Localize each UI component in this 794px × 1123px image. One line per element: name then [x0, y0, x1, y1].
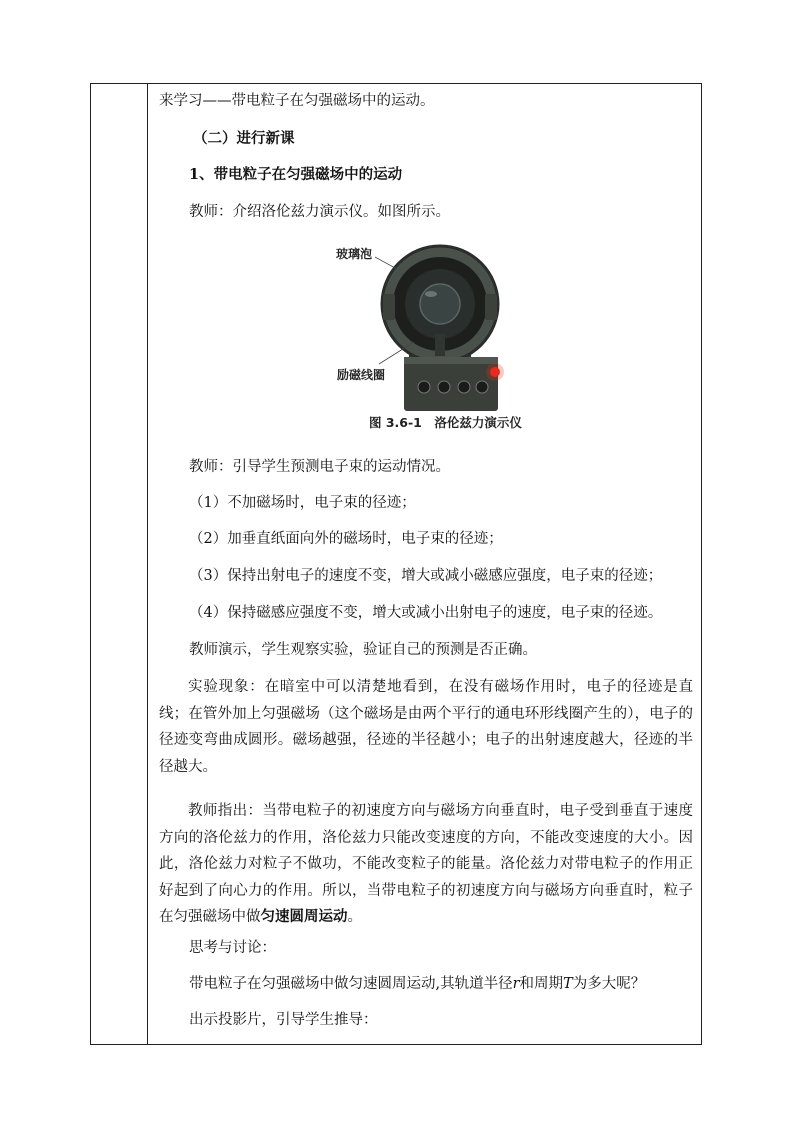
question-item: （1）不加磁场时，电子束的径迹；	[189, 495, 416, 511]
question-item: （4）保持磁感应强度不变，增大或减小出射电子的速度，电子束的径迹。	[189, 605, 663, 621]
question-text-part1: 带电粒子在匀强磁场中做匀速圆周运动,其轨道半径	[189, 976, 513, 992]
variable-r: r	[512, 976, 520, 992]
column-divider	[147, 83, 148, 1045]
label-excitation-coil: 励磁线圈	[337, 368, 386, 382]
section-heading: （二）进行新课	[193, 130, 295, 147]
experiment-phenomenon: 实验现象：在暗室中可以清楚地看到，在没有磁场作用时，电子的径迹是直线；在管外加上匀强磁场（这个磁场是由两个平行的通电环形线圈产生的），电子的径迹变弯曲成圆形。磁场越强，径迹的半径越小；电子的出射速度越大，径迹的半径越大。	[159, 679, 693, 775]
question-item: （3）保持出射电子的速度不变，增大或减小磁感应强度，电子束的径迹；	[189, 568, 663, 584]
teacher-points	[159, 798, 693, 931]
teacher-points-end: 。	[347, 909, 362, 925]
slides-guide: 出示投影片，引导学生推导：	[189, 1012, 378, 1028]
variable-t: T	[563, 976, 573, 992]
figure-caption: 图 3.6-1 洛伦兹力演示仪	[369, 415, 522, 430]
think-discuss-heading: 思考与讨论：	[189, 940, 276, 956]
intro-line: 来学习——带电粒子在匀强磁场中的运动。	[159, 93, 435, 109]
teacher-intro: 教师：介绍洛伦兹力演示仪。如图所示。	[189, 204, 450, 220]
teacher-points-text: 教师指出：当带电粒子的初速度方向与磁场方向垂直时，电子受到垂直于速度方向的洛伦兹力的作用，洛伦兹力只能改变速度的方向，不能改变速度的大小。因此，洛伦兹力对粒子不做功，不能改变粒子的能量。洛伦兹力对带电粒子的作用正好起到了向心力的作用。所以，当带电粒子的初速度方向与磁场方向垂直时，粒子在匀强磁场中做	[159, 803, 693, 925]
question-text-part3: 为多大呢？	[572, 976, 646, 992]
uniform-circular-motion-emphasis: 匀速圆周运动	[260, 908, 348, 925]
lorentz-demonstrator-image	[339, 239, 539, 414]
lorentz-force-demonstrator-figure	[336, 239, 539, 429]
teacher-guide: 教师：引导学生预测电子束的运动情况。	[189, 459, 450, 475]
label-glass-bulb: 玻璃泡	[336, 247, 373, 261]
subheading: 1、带电粒子在匀强磁场中的运动	[189, 166, 403, 183]
question-text-part2: 和周期	[519, 976, 564, 992]
question-item: （2）加垂直纸面向外的磁场时，电子束的径迹；	[189, 531, 503, 547]
question-radius-period	[189, 975, 645, 993]
teacher-demo: 教师演示，学生观察实验，验证自己的预测是否正确。	[189, 642, 537, 658]
